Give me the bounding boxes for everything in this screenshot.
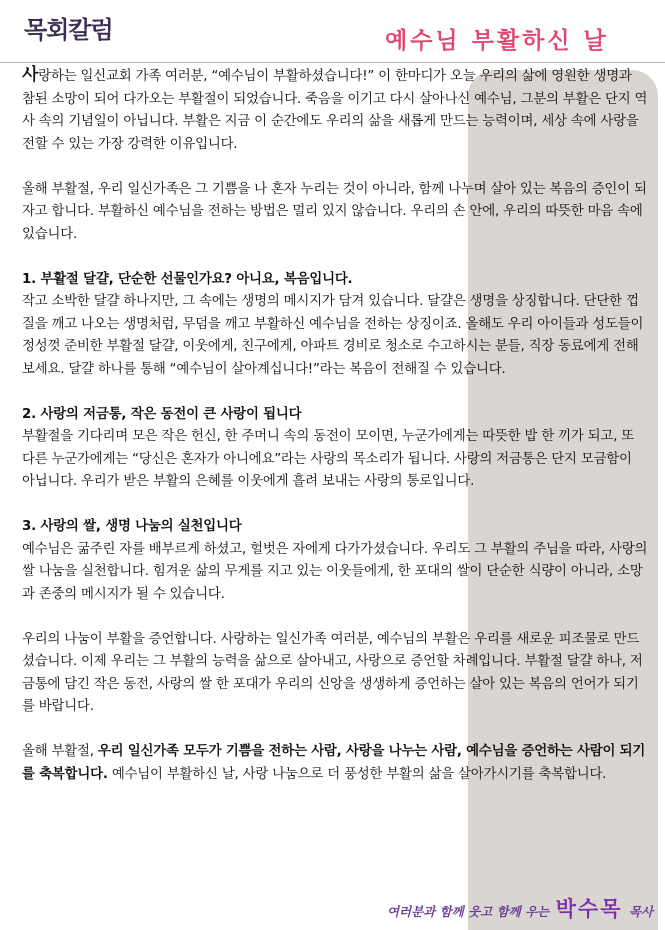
section-2-heading: 2. 사랑의 저금통, 작은 동전이 큰 사랑이 됩니다 xyxy=(22,406,302,422)
section-1-heading: 1. 부활절 달걀, 단순한 선물인가요? 아니요, 복음입니다. xyxy=(22,271,353,287)
closing-lead: 올해 부활절, xyxy=(22,744,98,759)
section-3-body: 예수님은 굶주린 자를 배부르게 하셨고, 헐벗은 자에게 다가가셨습니다. 우리도 그 부활의 주님을 따라, 사랑의 쌀 나눔을 실천합니다. 힘겨운 삶의 무게를 지고 있는 이웃들에게, 한 포대의 쌀이 단순한 식량이 아니라, 소망과 존중의 메시지가 될 수 있습니다. xyxy=(22,541,648,602)
header xyxy=(0,0,665,63)
sharing-paragraph: 우리의 나눔이 부활을 증언합니다. 사랑하는 일신가족 여러분, 예수님의 부활은 우리를 새로운 피조물로 만드셨습니다. 이제 우리는 그 부활의 능력을 삶으로 살아내고, 사랑으로 증언할 차례입니다. 부활절 달걀 하나, 저금통에 담긴 작은 동전, 사랑의 쌀 한 포대가 우리의 신앙을 생생하게 증언하는 살아 있는 복음의 언어가 되기를 바랍니다. xyxy=(22,631,643,714)
section-1-body: 작고 소박한 달걀 하나지만, 그 속에는 생명의 메시지가 담겨 있습니다. 달걀은 생명을 상징합니다. 단단한 껍질을 깨고 나오는 생명처럼, 무덤을 깨고 부활하신 예수님을 전하는 상징이죠. 올해도 우리 아이들과 성도들이 정성껏 준비한 부활절 달걀, 이웃에게, 친구에게, 아파트 경비로 청소로 수고하시는 분들, 직장 동료에게 전해보세요. 달걀 하나를 통해 “예수님이 살아계십니다!”라는 복음이 전해질 수 있습니다. xyxy=(22,294,644,377)
closing-paragraph xyxy=(22,741,648,786)
pastor-name: 박수목 xyxy=(555,897,623,921)
footer-motto: 여러분과 함께 웃고 함께 우는 xyxy=(386,904,550,919)
article-body xyxy=(22,64,648,786)
column-title: 목회칼럼 xyxy=(24,16,113,44)
closing-tail: 예수님이 부활하신 날, 사랑 나눔으로 더 풍성한 부활의 삶을 살아가시기를 축복합니다. xyxy=(107,766,607,782)
paragraph-2: 올해 부활절, 우리 일신가족은 그 기쁨을 나 혼자 누리는 것이 아니라, 함께 나누며 살아 있는 복음의 증인이 되자고 합니다. 부활하신 예수님을 전하는 방법은 멀리 있지 않습니다. 우리의 손 안에, 우리의 따뜻한 마음 속에 있습니다. xyxy=(22,181,647,242)
closing-blessing: 우리 일신가족 모두가 기쁨을 전하는 사람, 사랑을 나누는 사람, 예수님을 증언하는 사람이 되기를 축복합니다. xyxy=(22,744,646,782)
section-2-body: 부활절을 기다리며 모은 작은 헌신, 한 주머니 속의 동전이 모이면, 누군가에게는 따뜻한 밥 한 끼가 되고, 또 다른 누군가에게는 “당신은 혼자가 아니에요”라는 사랑의 목소리가 됩니다. 사랑의 저금통은 단지 모금함이 아닙니다. 우리가 받은 부활의 은혜를 이웃에게 흘려 보내는 사랑의 통로입니다. xyxy=(22,429,634,489)
intro-first-char: 사 xyxy=(22,65,39,85)
intro-paragraph xyxy=(22,64,648,156)
section-3-heading: 3. 사랑의 쌀, 생명 나눔의 실천입니다 xyxy=(22,519,242,534)
sermon-title: 예수님 부활하신 날 xyxy=(385,28,609,54)
intro-text: 랑하는 일신교회 가족 여러분, “예수님이 부활하셨습니다!” 이 한마디가 오늘 우리의 삶에 영원한 생명과 참된 소망이 되어 다가오는 부활절이 되었습니다. 죽음을 이기고 다시 살아나신 예수님, 그분의 부활은 단지 역사 속의 기념일이 아닙니다. 부활은 지금 이 순간에도 우리의 삶을 새롭게 만드는 능력이며, 세상 속에 사랑을 전할 수 있는 가장 강력한 이유입니다. xyxy=(22,69,648,152)
pastor-title: 목사 xyxy=(628,904,653,919)
signature-footer xyxy=(387,893,653,923)
